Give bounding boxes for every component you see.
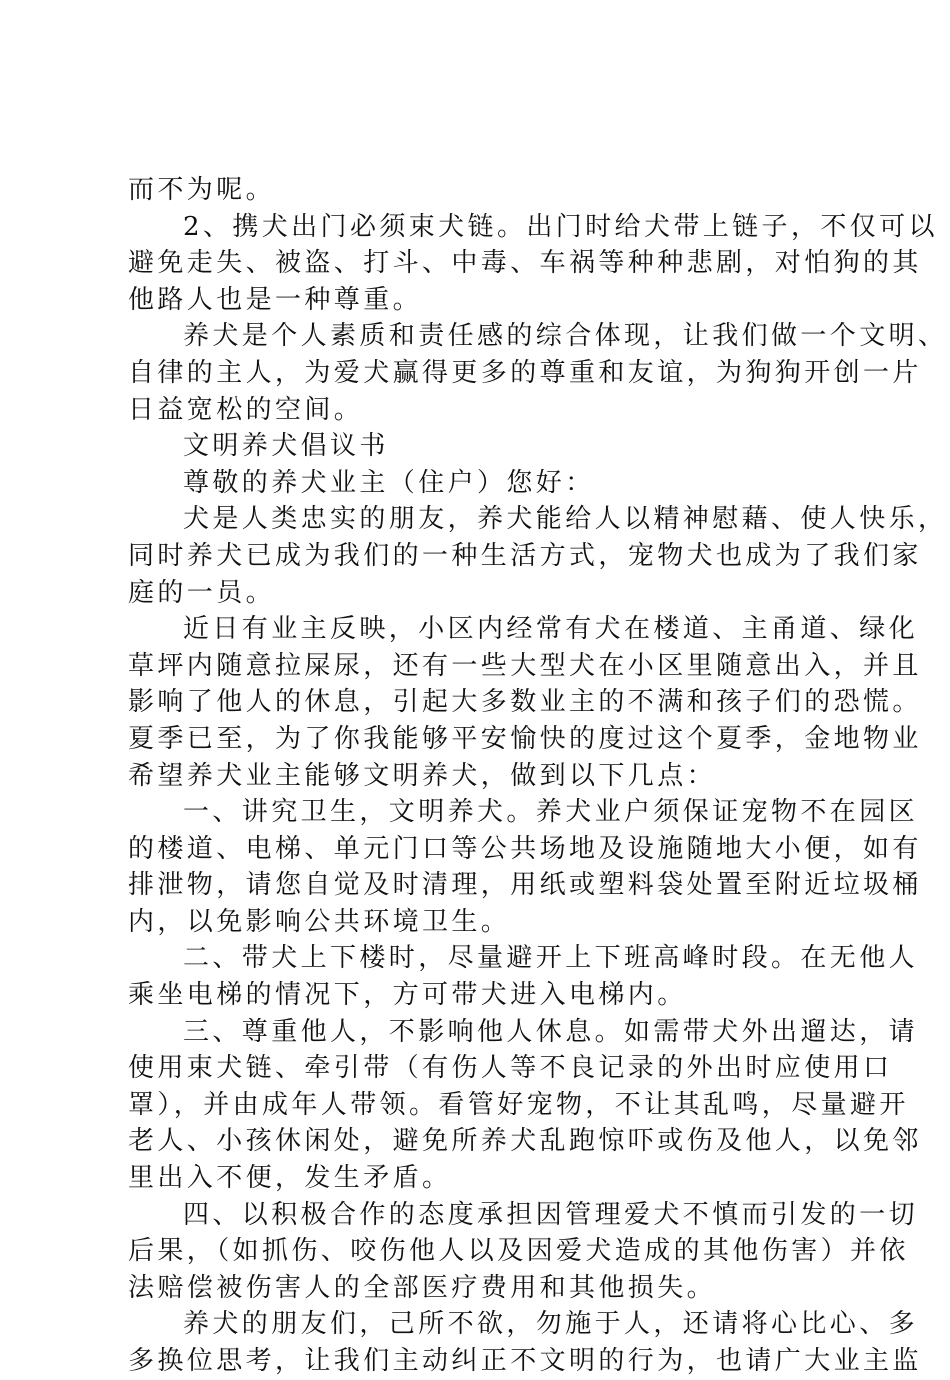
text-line: 犬是人类忠实的朋友，养犬能给人以精神慰藉、使人快乐， bbox=[183, 504, 948, 535]
text-line: 自律的主人，为爱犬赢得更多的尊重和友谊，为狗狗开创一片 bbox=[128, 357, 922, 388]
text-line: 后果，（如抓伤、咬伤他人以及因爱犬造成的其他伤害）并依 bbox=[128, 1236, 909, 1267]
text-line: 日益宽松的空间。 bbox=[128, 394, 364, 425]
text-line: 三、尊重他人，不影响他人休息。如需带犬外出遛达，请 bbox=[183, 1016, 919, 1047]
text-line: 尊敬的养犬业主（住户）您好： bbox=[183, 467, 595, 498]
text-line: 四、以积极合作的态度承担因管理爱犬不慎而引发的一切 bbox=[183, 1199, 919, 1230]
text-line: 老人、小孩休闲处，避免所养犬乱跑惊吓或伤及他人，以免邻 bbox=[128, 1126, 922, 1157]
text-line: 文明养犬倡议书 bbox=[183, 431, 389, 462]
text-line: 他路人也是一种尊重。 bbox=[128, 284, 423, 315]
text-line: 一、讲究卫生，文明养犬。养犬业户须保证宠物不在园区 bbox=[183, 797, 919, 828]
text-line: 夏季已至，为了你我能够平安愉快的度过这个夏季，金地物业 bbox=[128, 723, 922, 754]
text-line: 希望养犬业主能够文明养犬，做到以下几点： bbox=[128, 760, 717, 791]
text-line: 使用束犬链、牵引带（有伤人等不良记录的外出时应使用口 bbox=[128, 1053, 893, 1084]
text-line: 影响了他人的休息，引起大多数业主的不满和孩子们的恐慌。 bbox=[128, 687, 922, 718]
text-line: 内，以免影响公共环境卫生。 bbox=[128, 906, 511, 937]
text-line: 里出入不便，发生矛盾。 bbox=[128, 1163, 452, 1194]
text-line: 养犬的朋友们，己所不欲，勿施于人，还请将心比心、多 bbox=[183, 1309, 919, 1340]
text-line: 乘坐电梯的情况下，方可带犬进入电梯内。 bbox=[128, 980, 687, 1011]
text-line: 法赔偿被伤害人的全部医疗费用和其他损失。 bbox=[128, 1272, 717, 1303]
text-line: 多换位思考，让我们主动纠正不文明的行为，也请广大业主监 bbox=[128, 1346, 922, 1376]
text-line: 避免走失、被盗、打斗、中毒、车祸等种种悲剧，对怕狗的其 bbox=[128, 248, 922, 279]
text-line: 草坪内随意拉屎尿，还有一些大型犬在小区里随意出入，并且 bbox=[128, 650, 922, 681]
text-line: 养犬是个人素质和责任感的综合体现，让我们做一个文明、 bbox=[183, 321, 948, 352]
text-line: 的楼道、电梯、单元门口等公共场地及设施随地大小便，如有 bbox=[128, 833, 922, 864]
text-line: 罩），并由成年人带领。看管好宠物，不让其乱鸣，尽量避开 bbox=[128, 1089, 909, 1120]
text-line: 2、携犬出门必须束犬链。出门时给犬带上链子，不仅可以 bbox=[183, 211, 938, 242]
text-line: 同时养犬已成为我们的一种生活方式，宠物犬也成为了我们家 bbox=[128, 540, 922, 571]
text-line: 排泄物，请您自觉及时清理，用纸或塑料袋处置至附近垃圾桶 bbox=[128, 870, 922, 901]
document-body bbox=[128, 172, 948, 1380]
text-line: 而不为呢。 bbox=[128, 175, 276, 205]
text-line: 庭的一员。 bbox=[128, 577, 276, 608]
text-line: 近日有业主反映，小区内经常有犬在楼道、主甬道、绿化 bbox=[183, 614, 919, 645]
text-line: 二、带犬上下楼时，尽量避开上下班高峰时段。在无他人 bbox=[183, 943, 919, 974]
